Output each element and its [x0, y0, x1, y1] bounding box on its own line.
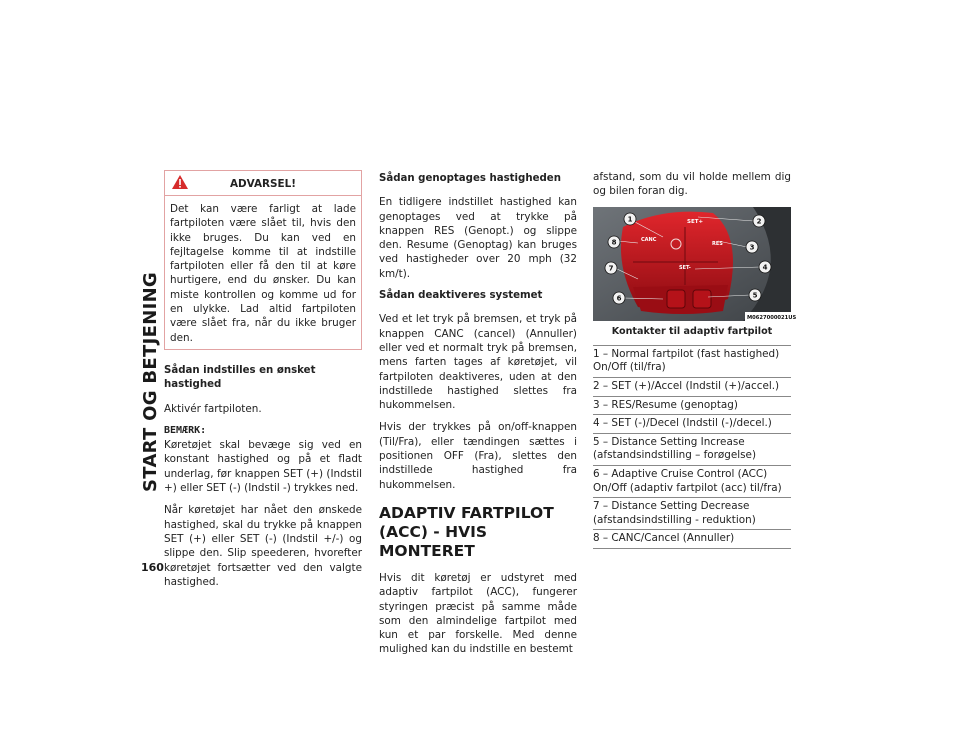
warning-title: ADVARSEL! [230, 178, 296, 190]
note-text: Køretøjet skal bevæge sig ved en konstant hastighed og på et fladt underlag, før knappen SET (+) (Indstil +) eller SET (-) (Indstil -) trykkes ned. [164, 439, 362, 495]
paragraph: En tidligere indstillet hastighed kan genoptages ved at trykke på knappen RES (Genopt.) og slippe den. Resume (Genoptag) kan bruges ved hastigheder over 20 mph (32 km/t). [379, 196, 577, 280]
note-label: BEMÆRK: [164, 424, 207, 436]
button-label-set-minus: SET- [679, 264, 691, 271]
marker-2: 2 [756, 217, 762, 226]
legend-item: 3 – RES/Resume (genoptag) [593, 397, 791, 416]
heading-resume: Sådan genoptages hastigheden [379, 173, 561, 184]
marker-5: 5 [752, 291, 758, 300]
paragraph: Hvis der trykkes på on/off-knappen (Til/Fra), eller tændingen sættes i positionen OFF (Fra), slettes den indstillede hastighed fra hukommelsen. [379, 421, 577, 491]
image-code: M0627000021US [747, 314, 797, 321]
legend-item: 4 – SET (-)/Decel (Indstil (-)/decel.) [593, 415, 791, 434]
marker-8: 8 [611, 238, 617, 247]
paragraph: Aktivér fartpiloten. [164, 402, 262, 415]
legend-item: 1 – Normal fartpilot (fast hastighed) On/Off (til/fra) [593, 346, 791, 378]
legend-list [593, 345, 791, 549]
button-label-res: RES [712, 240, 723, 247]
legend-item: 2 – SET (+)/Accel (Indstil (+)/accel.) [593, 378, 791, 397]
paragraph: afstand, som du vil holde mellem dig og bilen foran dig. [593, 171, 791, 198]
paragraph: Når køretøjet har nået den ønskede hastighed, skal du trykke på knappen SET (+) eller SET (-) (Indstil +/-) og slippe den. Slip speederen, hvorefter køretøjet fortsætter ved den valgte hastighed. [164, 504, 362, 588]
marker-3: 3 [749, 243, 755, 252]
image-caption: Kontakter til adaptiv fartpilot [611, 325, 773, 337]
paragraph: Ved et let tryk på bremsen, et tryk på knappen CANC (cancel) (Annuller) eller ved et normalt tryk på bremsen, mens farten tages af køretøjet, vil fartpiloten deaktiveres, uden at den indstillede hastighed slettes fra hukommelsen. [379, 313, 577, 412]
column-1 [164, 170, 362, 597]
legend-item: 8 – CANC/Cancel (Annuller) [593, 530, 791, 549]
column-2 [379, 172, 577, 665]
heading-deactivate: Sådan deaktiveres systemet [379, 290, 543, 302]
heading-set-speed: Sådan indstilles en ønsket hastighed [164, 364, 316, 391]
paragraph: Hvis dit køretøj er udstyret med adaptiv fartpilot (ACC), fungerer styringen præcist på samme måde som den almindelige fartpilot med kun et par forskelle. Med denne mulighed kan du indstille en bestemt [379, 571, 577, 656]
page-number: 160 [141, 561, 164, 574]
warning-box [164, 170, 362, 350]
legend-item: 5 – Distance Setting Increase (afstandsindstilling – forøgelse) [593, 434, 791, 466]
section-tab-label: START OG BETJENING [140, 271, 161, 492]
section-title: ADAPTIV FARTPILOT (ACC) - HVIS MONTERET [379, 503, 554, 560]
legend-item: 6 – Adaptive Cruise Control (ACC) On/Off (adaptiv fartpilot (acc) til/fra) [593, 466, 791, 498]
marker-7: 7 [608, 264, 614, 273]
warning-triangle-icon [171, 174, 189, 190]
column-3 [593, 170, 797, 549]
note [164, 424, 362, 495]
marker-6: 6 [616, 294, 622, 303]
button-label-canc: CANC [641, 236, 657, 243]
warning-header [165, 171, 361, 196]
button-label-set-plus: SET+ [687, 218, 704, 225]
marker-4: 4 [762, 263, 768, 272]
section-tab [138, 172, 162, 492]
marker-1: 1 [627, 215, 633, 224]
legend-item: 7 – Distance Setting Decrease (afstandsindstilling - reduktion) [593, 498, 791, 530]
warning-text: Det kan være farligt at lade fartpiloten være slået til, hvis den ikke bruges. Du kan ved en fejltagelse komme til at indstille fartpiloten eller få den til at køre hurtigere, end du ønsker. Du kan miste kontrollen og komme ud for en ulykke. Lad altid fartpiloten være slået fra, når du ikke bruger den. [170, 203, 356, 344]
steering-wheel-image [593, 207, 797, 321]
